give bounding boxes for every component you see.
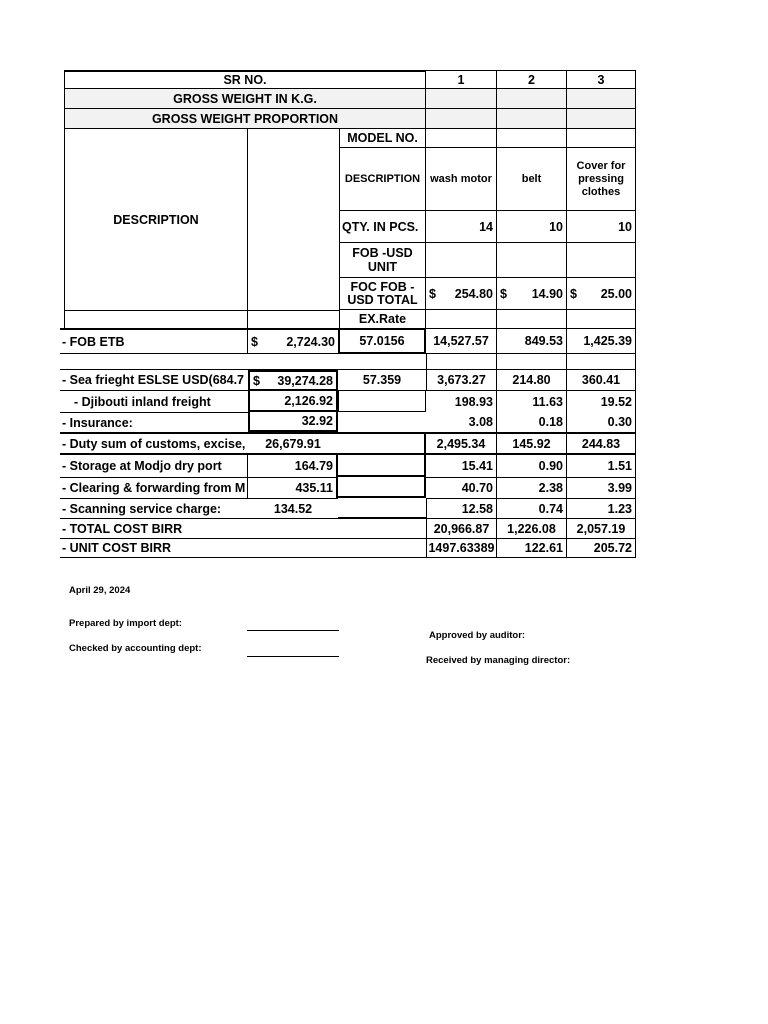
gross-weight-proportion-label: GROSS WEIGHT PROPORTION [64, 109, 426, 129]
model-no-cell-1 [426, 129, 497, 148]
fob-total-value: 25.00 [600, 286, 632, 301]
model-no-cell-3 [567, 129, 636, 148]
gross-weight-proportion-cell-3 [567, 109, 636, 129]
item-qty-3: 10 [567, 211, 636, 243]
gross-weight-proportion-cell-2 [497, 109, 567, 129]
gross-weight-cell-1 [426, 89, 497, 109]
cost-row-value-3: 19.52 [567, 391, 636, 412]
item-description-1: wash motor [426, 148, 497, 211]
fob-total-1 [426, 278, 497, 310]
cost-row-value-1: 14,527.57 [426, 328, 497, 354]
model-no-label: MODEL NO. [340, 129, 426, 148]
total-cost-value-2: 1,226.08 [497, 518, 567, 538]
cost-row-amount [248, 328, 338, 354]
item-description-2: belt [497, 148, 567, 211]
ex-rate-cell-1 [426, 310, 497, 328]
cost-row-label: - Scanning service charge: [60, 498, 248, 518]
foc-fob-total-label: FOC FOB - USD TOTAL [340, 278, 426, 310]
gross-weight-cell-3 [567, 89, 636, 109]
cost-row-value-2: 0.18 [497, 412, 567, 432]
ex-rate-mid-blank [248, 310, 340, 328]
cost-row-value-2: 214.80 [497, 370, 567, 391]
fob-unit-cell-2 [497, 243, 567, 278]
prepared-by-signature-line [247, 630, 339, 631]
sr-no-1: 1 [426, 70, 497, 89]
received-by-label: Received by managing director: [426, 655, 571, 666]
unit-cost-value-2: 122.61 [497, 538, 567, 558]
cost-row-label: - Insurance: [60, 412, 248, 432]
cost-row-label: - Duty sum of customs, excise, [60, 432, 248, 455]
cost-row-rate [338, 477, 426, 498]
fob-total-value: 254.80 [454, 286, 493, 301]
fob-total-value: 14.90 [531, 286, 563, 301]
cost-row-value-2: 0.90 [497, 455, 567, 477]
ex-rate-cell-3 [567, 310, 636, 328]
checked-by-signature-line [247, 656, 339, 657]
approved-by-label: Approved by auditor: [429, 630, 526, 641]
gross-weight-label: GROSS WEIGHT IN K.G. [64, 89, 426, 109]
fob-unit-cell-3 [567, 243, 636, 278]
currency-symbol: $ [429, 286, 436, 301]
cost-row-amount: 164.79 [248, 455, 338, 477]
cost-row-value-3: 0.30 [567, 412, 636, 432]
fob-total-3 [567, 278, 636, 310]
ex-rate-left-blank [64, 310, 248, 328]
cost-row-value-1: 40.70 [426, 477, 497, 498]
cost-row-value-1: 3,673.27 [426, 370, 497, 391]
blank-row [60, 354, 636, 370]
unit-cost-label: - UNIT COST BIRR [60, 538, 426, 558]
ex-rate-cell-2 [497, 310, 567, 328]
cost-row-amount [248, 370, 338, 391]
total-cost-label: - TOTAL COST BIRR [60, 518, 426, 538]
cost-row-value-1: 12.58 [426, 498, 497, 518]
currency-symbol: $ [251, 334, 258, 349]
cost-row-value-2: 849.53 [497, 328, 567, 354]
cost-row-value-3: 360.41 [567, 370, 636, 391]
checked-by-label: Checked by accounting dept: [69, 643, 202, 654]
currency-symbol: $ [500, 286, 507, 301]
gross-weight-cell-2 [497, 89, 567, 109]
description-blank [248, 129, 340, 310]
item-description-3: Cover for pressing clothes [567, 148, 636, 211]
gross-weight-proportion-cell-1 [426, 109, 497, 129]
cost-row-label: - FOB ETB [60, 328, 248, 354]
sr-no-label: SR NO. [64, 70, 426, 89]
prepared-by-label: Prepared by import dept: [69, 618, 182, 629]
total-cost-value-1: 20,966.87 [426, 518, 497, 538]
currency-symbol: $ [253, 373, 260, 388]
cost-row-value-1: 2,495.34 [426, 432, 497, 455]
cost-row-label: - Storage at Modjo dry port [60, 455, 248, 477]
sr-no-3: 3 [567, 70, 636, 89]
cost-row-rate [338, 412, 426, 432]
fob-unit-label: FOB -USD UNIT [340, 243, 426, 278]
total-cost-value-3: 2,057.19 [567, 518, 636, 538]
fob-unit-cell-1 [426, 243, 497, 278]
item-qty-1: 14 [426, 211, 497, 243]
amount-value: 39,274.28 [277, 373, 333, 388]
cost-row-amount: 2,126.92 [248, 391, 338, 412]
cost-row-value-2: 11.63 [497, 391, 567, 412]
description-sub-label: DESCRIPTION [340, 148, 426, 211]
model-no-cell-2 [497, 129, 567, 148]
item-qty-2: 10 [497, 211, 567, 243]
cost-row-value-3: 1,425.39 [567, 328, 636, 354]
cost-row-value-3: 1.51 [567, 455, 636, 477]
cost-row-value-1: 15.41 [426, 455, 497, 477]
cost-row-value-3: 3.99 [567, 477, 636, 498]
cost-row-label: - Djibouti inland freight [74, 394, 211, 409]
unit-cost-value-1: 1497.63389 [426, 538, 497, 558]
cost-row-value-1: 3.08 [426, 412, 497, 432]
cost-row-rate: 57.0156 [338, 328, 426, 354]
ex-rate-label: EX.Rate [340, 310, 426, 328]
document-date: April 29, 2024 [69, 585, 131, 596]
description-label: DESCRIPTION [64, 129, 248, 310]
cost-row-value-2: 145.92 [497, 432, 567, 455]
cost-row-label: - Sea frieght ESLSE USD(684.7 [60, 370, 248, 391]
cost-row-amount: 134.52 [248, 498, 338, 518]
cost-row-value-3: 244.83 [567, 432, 636, 455]
cost-row-label: - Clearing & forwarding from M [60, 477, 248, 498]
sr-no-2: 2 [497, 70, 567, 89]
cost-row-value-3: 1.23 [567, 498, 636, 518]
currency-symbol: $ [570, 286, 577, 301]
unit-cost-value-3: 205.72 [567, 538, 636, 558]
amount-value: 2,724.30 [286, 334, 335, 349]
fob-total-2 [497, 278, 567, 310]
qty-label: QTY. IN PCS. [340, 211, 426, 243]
cost-row-rate [338, 498, 426, 518]
cost-row-rate [338, 391, 426, 412]
cost-row-amount: 32.92 [248, 412, 338, 432]
cost-row-amount: 26,679.91 [248, 432, 338, 455]
cost-row-rate: 57.359 [338, 370, 426, 391]
cost-row-value-2: 2.38 [497, 477, 567, 498]
cost-row-rate [338, 455, 426, 477]
cost-row-rate [338, 432, 426, 455]
cost-row-value-1: 198.93 [426, 391, 497, 412]
cost-row-value-2: 0.74 [497, 498, 567, 518]
cost-row-amount: 435.11 [248, 477, 338, 498]
